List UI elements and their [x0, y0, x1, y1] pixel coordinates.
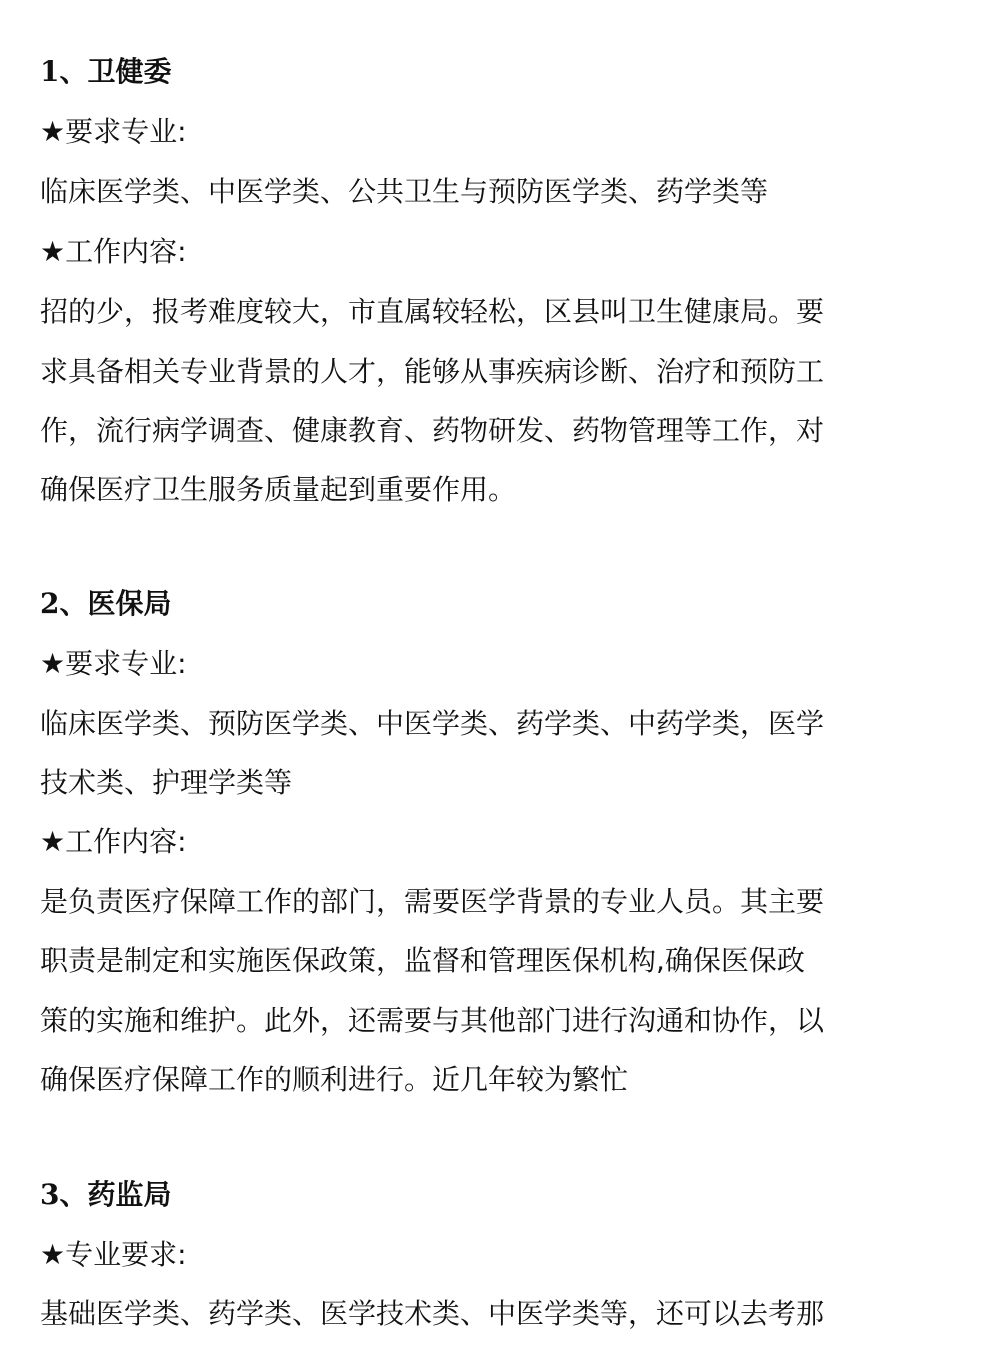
section-text: 作，流行病学调查、健康教育、药物研发、药物管理等工作，对 [40, 414, 825, 447]
section-text: 策的实施和维护。此外，还需要与其他部门进行沟通和协作，以 [40, 1004, 825, 1037]
section-text: 是负责医疗保障工作的部门，需要医学背景的专业人员。其主要 [40, 885, 825, 918]
section-text: 基础医学类、药学类、医学技术类、中医学类等，还可以去考那 [40, 1297, 825, 1330]
section-text: 招的少，报考难度较大，市直属较轻松，区县叫卫生健康局。要 [40, 295, 825, 328]
section-text: 临床医学类、中医学类、公共卫生与预防医学类、药学类等 [40, 175, 769, 208]
section-text: 求具备相关专业背景的人才，能够从事疾病诊断、治疗和预防工 [40, 355, 825, 388]
section-text: 确保医疗保障工作的顺利进行。近几年较为繁忙 [40, 1063, 629, 1096]
section-label: ★专业要求: [40, 1238, 187, 1271]
section-heading: 2、医保局 [40, 587, 172, 620]
section-heading: 1、卫健委 [40, 55, 172, 88]
section-text: 技术类、护理学类等 [40, 766, 293, 799]
section-label: ★工作内容: [40, 235, 187, 268]
section-text: 确保医疗卫生服务质量起到重要作用。 [40, 473, 517, 506]
section-label: ★工作内容: [40, 825, 187, 858]
section-text: 临床医学类、预防医学类、中医学类、药学类、中药学类，医学 [40, 707, 825, 740]
section-label: ★要求专业: [40, 115, 187, 148]
section-text: 职责是制定和实施医保政策，监督和管理医保机构,确保医保政 [40, 944, 805, 977]
section-heading: 3、药监局 [40, 1178, 172, 1211]
section-label: ★要求专业: [40, 647, 187, 680]
